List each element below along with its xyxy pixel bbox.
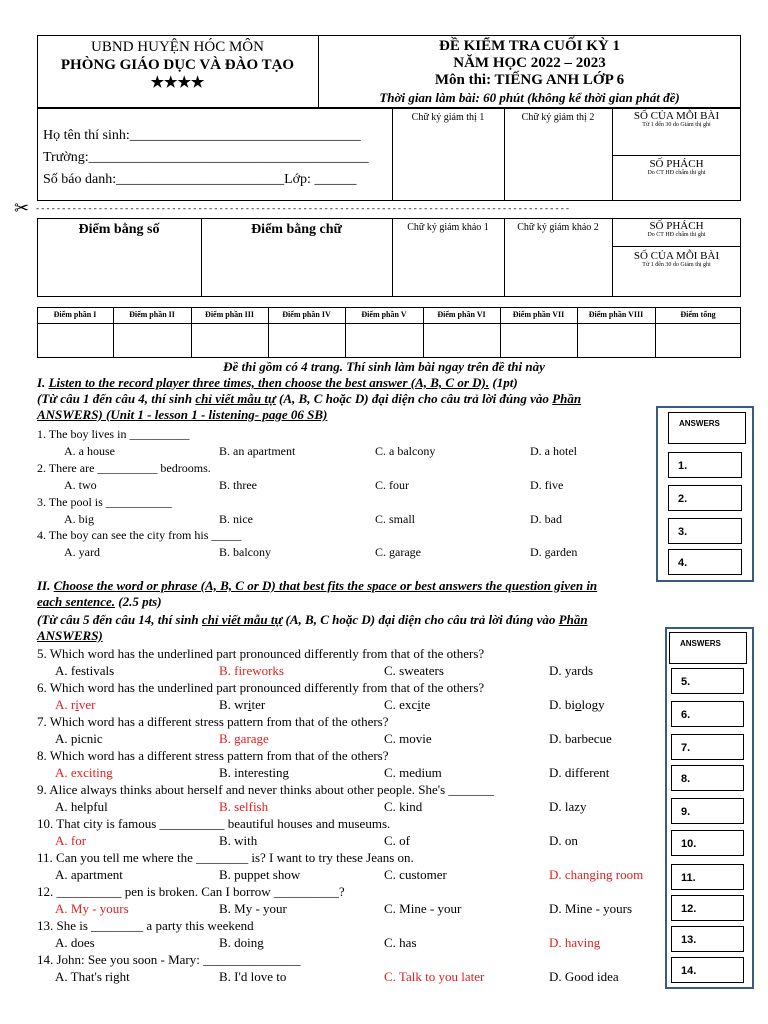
question-3-option-D: D. bad: [530, 512, 562, 526]
score-part-divider: [500, 307, 501, 358]
question-10-option-A: A. for: [55, 833, 87, 848]
answer-box-8[interactable]: 8.: [671, 765, 744, 791]
s2-note-d: Phần: [558, 612, 588, 627]
question-2: 2. There are __________ bedrooms.: [37, 461, 211, 475]
section2-note: [37, 612, 588, 628]
question-12: 12. __________ pen is broken. Can I borrow __________?: [37, 884, 345, 899]
s1-note-a: (Từ câu 1 đến câu 4, thí sinh: [37, 391, 196, 406]
candidate-id-field[interactable]: Số báo danh:________________________Lớp: ______: [43, 172, 357, 187]
s1-note-c: (A, B, C hoặc D) đại diện cho câu trả lời đúng vào: [275, 391, 553, 406]
school-field[interactable]: Trường:________________________________________: [43, 150, 369, 165]
paper-number-label: SỐ CỦA MỖI BÀI: [633, 110, 720, 122]
score-part-divider: [577, 307, 578, 358]
question-2-option-C: C. four: [375, 478, 409, 492]
question-8-option-B: B. interesting: [219, 765, 290, 780]
question-11-option-D: D. changing room: [549, 867, 644, 882]
answers2-header: ANSWERS: [669, 632, 747, 664]
question-7-option-D: D. barbecue: [549, 731, 612, 746]
score-part-divider: [345, 307, 346, 358]
question-13-option-D: D. having: [549, 935, 601, 950]
answer-box-13[interactable]: 13.: [671, 926, 744, 952]
question-2-option-D: D. five: [530, 478, 564, 492]
question-9-option-A: A. helpful: [55, 799, 108, 814]
intro-note: Đề thi gồm có 4 trang. Thí sinh làm bài ngay trên đề thi này: [223, 359, 545, 374]
question-12-option-D: D. Mine - yours: [549, 901, 633, 916]
score-part-divider: [423, 307, 424, 358]
question-13-option-C: C. has: [384, 935, 417, 950]
answer-box-1[interactable]: 1.: [668, 452, 742, 478]
question-10: 10. That city is famous __________ beautiful houses and museums.: [37, 816, 391, 831]
question-1-option-A: A. a house: [64, 444, 115, 458]
score-part-2: Điểm phần II: [129, 310, 175, 319]
examiner1-signature[interactable]: Chữ ký giám khảo 1: [407, 222, 489, 233]
question-6-option-D: D. biology: [549, 697, 605, 712]
answers1-header: ANSWERS: [668, 412, 746, 444]
question-10-option-C: C. of: [384, 833, 410, 848]
question-8-option-D: D. different: [549, 765, 610, 780]
question-1-option-C: C. a balcony: [375, 444, 436, 458]
score-words-label: Điểm bằng chữ: [251, 222, 342, 237]
answer-box-6[interactable]: 6.: [671, 701, 744, 727]
score-part-divider: [655, 307, 656, 358]
paper-number-note: Từ 1 đến 30 do Giám thị ghi: [642, 122, 711, 128]
question-1-option-B: B. an apartment: [219, 444, 296, 458]
section2-instruction: Choose the word or phrase (A, B, C or D) that best fits the space or best answers the question given in: [53, 578, 598, 593]
question-10-option-D: D. on: [549, 833, 578, 848]
question-9-option-C: C. kind: [384, 799, 423, 814]
s1-note-b: chỉ viết mẫu tự: [195, 391, 276, 406]
proctor2-signature[interactable]: Chữ ký giám thị 2: [521, 112, 595, 123]
question-4-option-B: B. balcony: [219, 545, 271, 559]
paper-number-cell: [612, 110, 741, 129]
question-11-option-A: A. apartment: [55, 867, 123, 882]
section2-num: II.: [37, 578, 54, 593]
question-14: 14. John: See you soon - Mary: _______________: [37, 952, 301, 967]
section2-note-line2: ANSWERS): [37, 628, 103, 643]
answer-box-3[interactable]: 3.: [668, 518, 742, 544]
score-part-1: Điểm phần I: [53, 310, 97, 319]
question-10-option-B: B. with: [219, 833, 258, 848]
answer-box-5[interactable]: 5.: [671, 668, 744, 694]
code-note: Do CT HĐ chấm thi ghi: [647, 170, 706, 176]
question-5-option-C: C. sweaters: [384, 663, 444, 678]
question-2-option-B: B. three: [219, 478, 257, 492]
grading-code-label: SỐ PHÁCH: [649, 220, 704, 232]
section1-instruction: Listen to the record player three times, then choose the best answer (A, B, C or D).: [48, 375, 490, 390]
score-part-divider: [191, 307, 192, 358]
question-7-option-B: B. garage: [219, 731, 269, 746]
question-9-option-B: B. selfish: [219, 799, 269, 814]
question-3-option-A: A. big: [64, 512, 94, 526]
section2-title: [37, 578, 597, 594]
proctor1-signature[interactable]: Chữ ký giám thị 1: [411, 112, 485, 123]
question-3-option-C: C. small: [375, 512, 416, 526]
section1-title: [37, 375, 518, 391]
question-12-option-C: C. Mine - your: [384, 901, 462, 916]
examiner2-signature[interactable]: Chữ ký giám khảo 2: [517, 222, 599, 233]
score-part-4: Điểm phần IV: [282, 310, 331, 319]
score-part-6: Điểm phần VI: [437, 310, 486, 319]
answer-box-10[interactable]: 10.: [671, 830, 744, 856]
answer-box-7[interactable]: 7.: [671, 734, 744, 760]
grading-split: [612, 246, 741, 247]
grading-paper-no-note: Từ 1 đến 30 do Giám thị ghi: [642, 262, 711, 268]
question-4: 4. The boy can see the city from his _____: [37, 528, 242, 542]
question-6: 6. Which word has the underlined part pronounced differently from that of the others?: [37, 680, 485, 695]
student-name-field[interactable]: Họ tên thí sinh:_________________________________: [43, 128, 361, 143]
s2-note-a: (Từ câu 5 đến câu 14, thí sinh: [37, 612, 202, 627]
section2-title-line2: [37, 594, 162, 610]
s2-note-b: chỉ viết mẫu tự: [201, 612, 283, 627]
question-7: 7. Which word has a different stress pattern from that of the others?: [37, 714, 389, 729]
grading-paper-no-label: SỐ CỦA MỖI BÀI: [633, 250, 720, 262]
question-7-option-C: C. movie: [384, 731, 432, 746]
question-5-option-B: B. fireworks: [219, 663, 284, 678]
question-14-option-B: B. I'd love to: [219, 969, 287, 984]
section1-num: I.: [37, 375, 49, 390]
s2-note-c: (A, B, C hoặc D) đại diện cho câu trả lời đúng vào: [282, 612, 559, 627]
answer-box-11[interactable]: 11.: [671, 864, 744, 890]
score-part-8: Điểm phần VIII: [588, 310, 644, 319]
dept-name-2: PHÒNG GIÁO DỤC VÀ ĐÀO TẠO: [60, 57, 295, 73]
question-3: 3. The pool is ___________: [37, 495, 172, 509]
section1-note: [37, 391, 581, 407]
question-8: 8. Which word has a different stress pattern from that of the others?: [37, 748, 389, 763]
question-13: 13. She is ________ a party this weekend: [37, 918, 254, 933]
question-9-option-D: D. lazy: [549, 799, 587, 814]
score-part-9: Điểm tổng: [680, 310, 716, 319]
score-part-5: Điểm phần V: [361, 310, 407, 319]
question-5-option-A: A. festivals: [55, 663, 115, 678]
question-12-option-B: B. My - your: [219, 901, 287, 916]
answer-box-14[interactable]: 14.: [671, 957, 744, 983]
dept-name-1: UBND HUYỆN HÓC MÔN: [91, 39, 264, 55]
question-4-option-C: C. garage: [375, 545, 421, 559]
grading-code-note: Do CT HĐ chấm thi ghi: [647, 232, 706, 238]
section1-note-line2: ANSWERS) (Unit 1 - lesson 1 - listening- page 06 SB): [37, 407, 328, 422]
question-3-option-B: B. nice: [219, 512, 253, 526]
cut-line: - - - - - - - - - - - - - - - - - - - - - - - - - - - - - - - - - - - - - - - - - - - - - - - - - - - - - - - - - - - - - - - - - - - - - - - - - - - - - - - - - - - - - - - - - - - - - - - - - - - - - -: [36, 203, 569, 213]
question-5-option-D: D. yards: [549, 663, 594, 678]
answer-box-2[interactable]: 2.: [668, 485, 742, 511]
question-2-option-A: A. two: [64, 478, 97, 492]
scissors-icon: ✂: [14, 198, 30, 218]
score-part-7: Điểm phần VII: [512, 310, 565, 319]
code-cell: [612, 158, 741, 177]
grading-paper-no-cell: [612, 250, 741, 269]
question-14-option-A: A. That's right: [55, 969, 130, 984]
question-4-option-A: A. yard: [64, 545, 100, 559]
question-6-option-C: C. excite: [384, 697, 431, 712]
question-6-option-B: B. writer: [219, 697, 266, 712]
header-right: [318, 38, 741, 106]
question-14-option-D: D. Good idea: [549, 969, 619, 984]
answer-box-12[interactable]: 12.: [671, 895, 744, 921]
score-part-divider: [268, 307, 269, 358]
question-7-option-A: A. picnic: [55, 731, 103, 746]
score-part-divider: [113, 307, 114, 358]
question-8-option-A: A. exciting: [55, 765, 113, 780]
question-12-option-A: A. My - yours: [55, 901, 129, 916]
question-4-option-D: D. garden: [530, 545, 578, 559]
subject: Môn thi: TIẾNG ANH LỚP 6: [434, 72, 625, 88]
s1-note-d: Phần: [552, 391, 582, 406]
section1-points: (1pt): [489, 375, 518, 390]
score-part-3: Điểm phần III: [205, 310, 254, 319]
question-5: 5. Which word has the underlined part pronounced differently from that of the others?: [37, 646, 485, 661]
question-14-option-C: C. Talk to you later: [384, 969, 485, 984]
question-11-option-C: C. customer: [384, 867, 447, 882]
question-9: 9. Alice always thinks about herself and never thinks about other people. She's _______: [37, 782, 494, 797]
school-year: NĂM HỌC 2022 – 2023: [453, 55, 606, 71]
question-11-option-B: B. puppet show: [219, 867, 301, 882]
question-13-option-B: B. doing: [219, 935, 264, 950]
stars: ★★★★: [150, 75, 205, 91]
score-parts-header-line: [37, 323, 741, 324]
exam-title: ĐỀ KIỂM TRA CUỐI KỲ 1: [439, 38, 620, 54]
question-1-option-D: D. a hotel: [530, 444, 577, 458]
header-left: [37, 38, 318, 92]
time-limit: Thời gian làm bài: 60 phút (không kể thời gian phát đề): [379, 90, 680, 105]
question-6-option-A: A. river: [55, 697, 96, 712]
section2-instruction-2: each sentence.: [37, 594, 115, 609]
info-split: [612, 155, 741, 156]
answer-box-4[interactable]: 4.: [668, 549, 742, 575]
question-8-option-C: C. medium: [384, 765, 442, 780]
code-label: SỐ PHÁCH: [649, 158, 704, 170]
grading-code-cell: [612, 220, 741, 239]
score-number-label: Điểm bằng số: [78, 222, 160, 237]
section2-points: (2.5 pts): [114, 594, 162, 609]
question-11: 11. Can you tell me where the ________ is? I want to try these Jeans on.: [37, 850, 414, 865]
question-13-option-A: A. does: [55, 935, 95, 950]
answer-box-9[interactable]: 9.: [671, 798, 744, 824]
question-1: 1. The boy lives in __________: [37, 427, 190, 441]
